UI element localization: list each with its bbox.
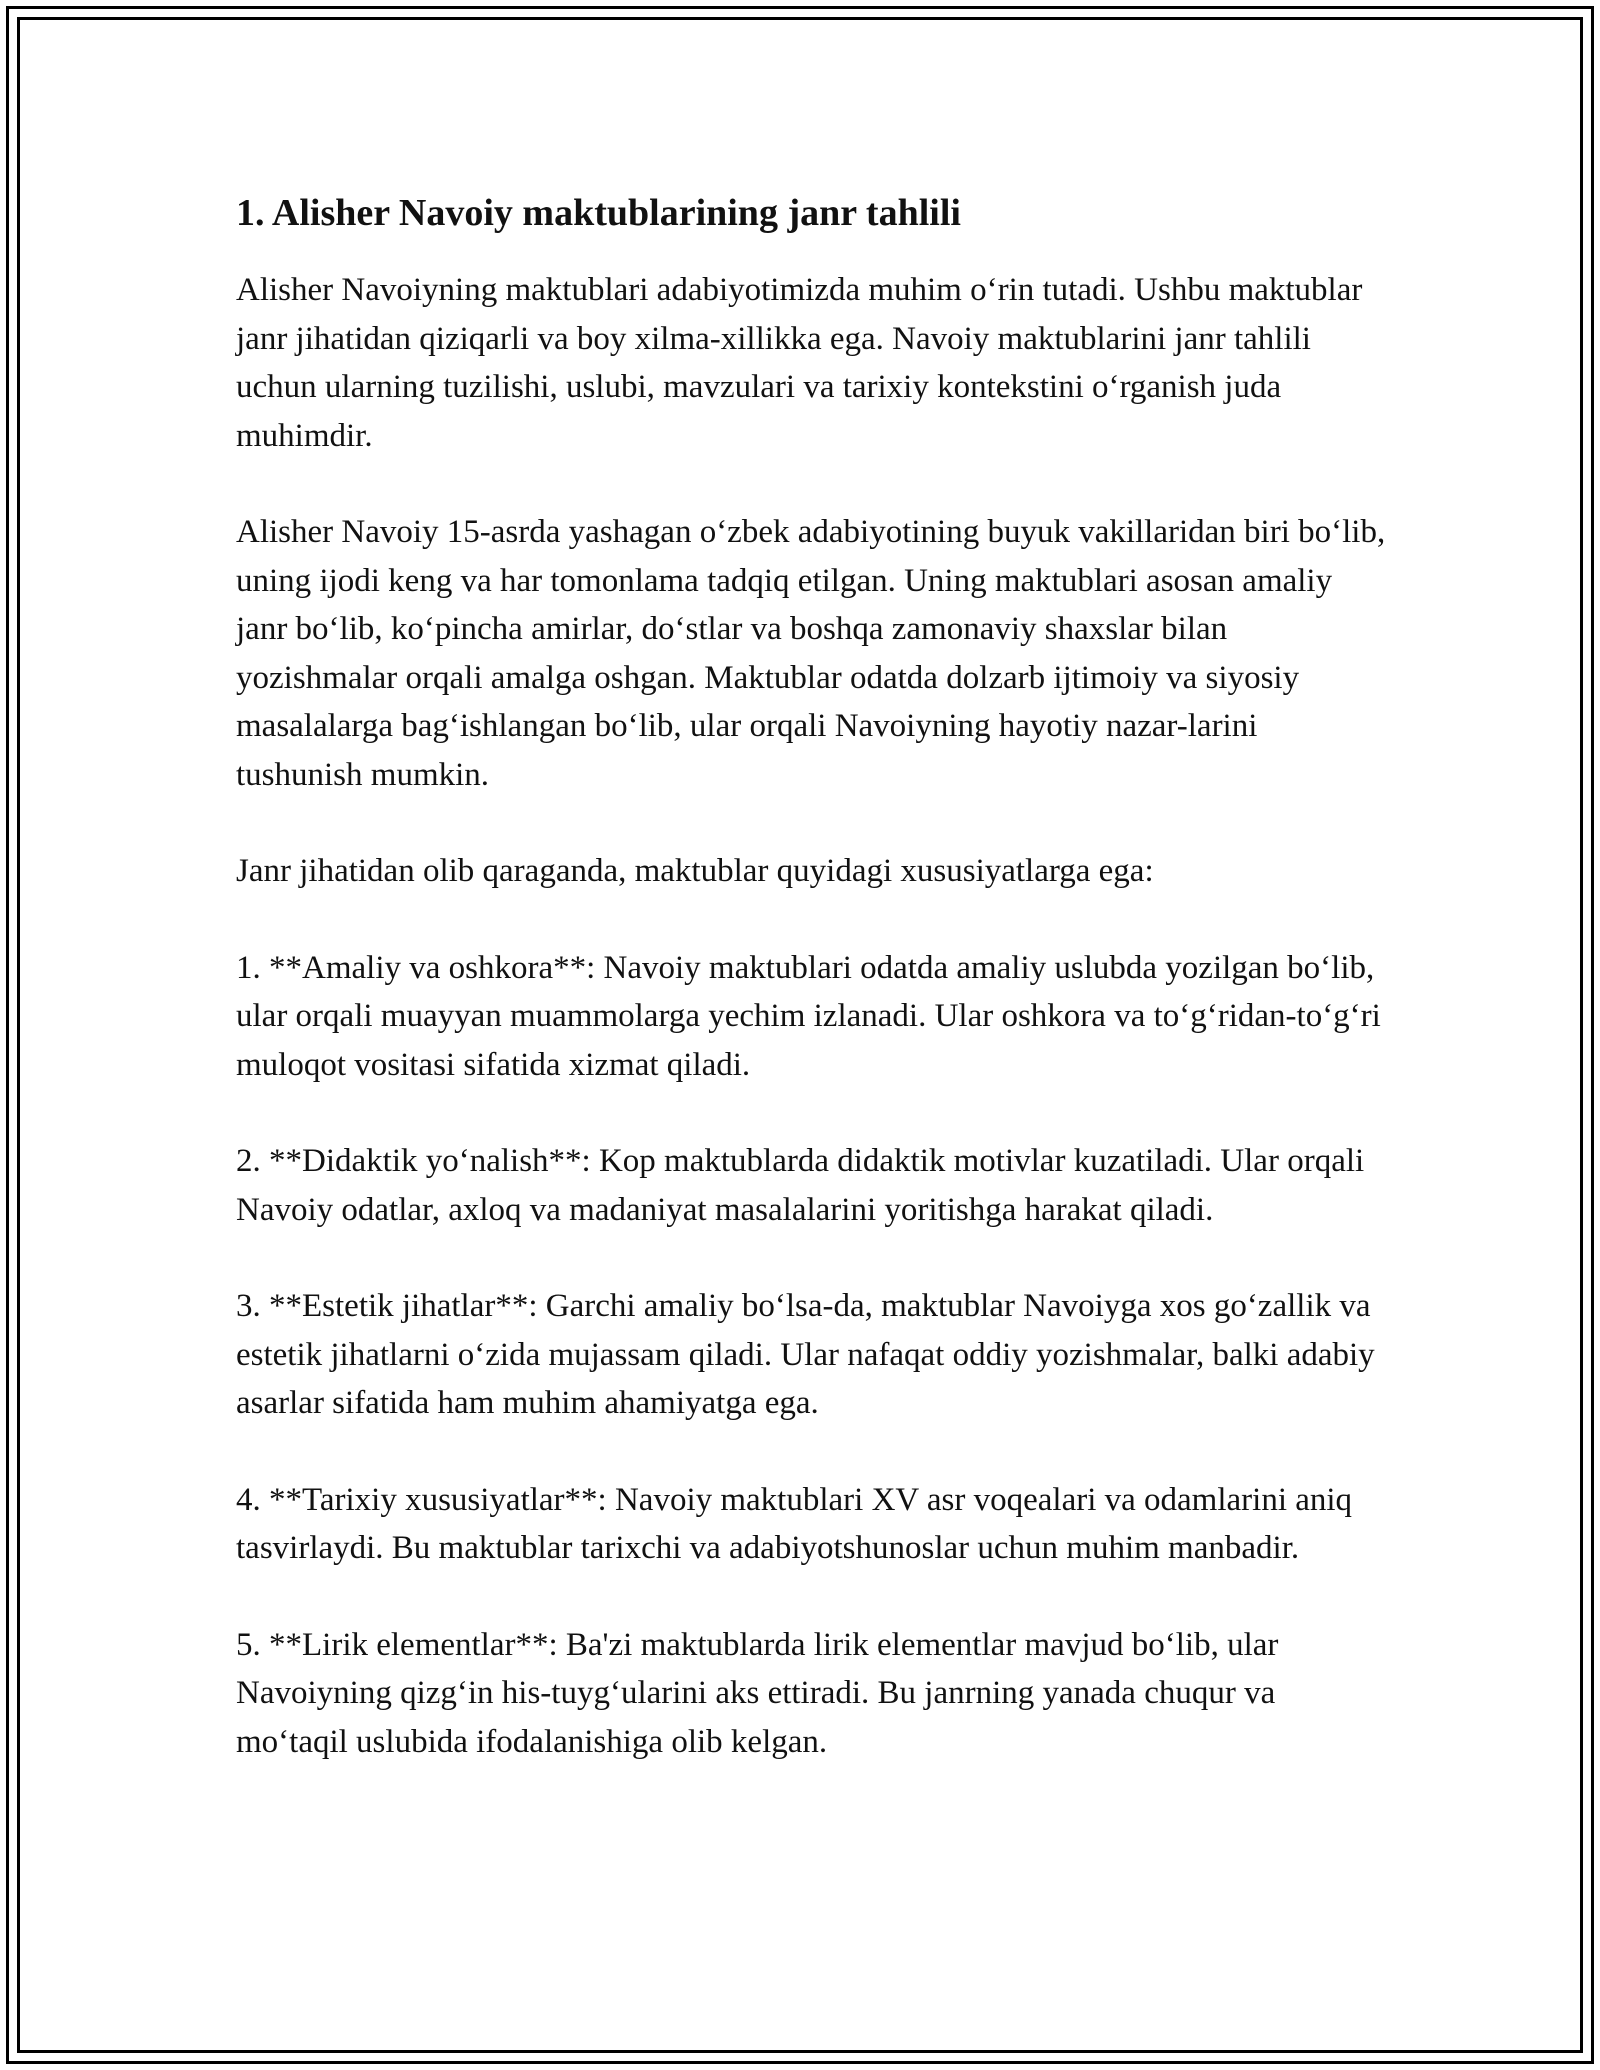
list-item-historical: 4. **Tarixiy xususiyatlar**: Navoiy maktublari XV asr voqealari va odamlarini aniq tasvirlaydi. Bu maktublar tarixchi va adabiyotshunoslar uchun muhim manbadir.	[236, 1481, 1353, 1566]
list-item-didactic: 2. **Didaktik yo‘nalish**: Kop maktublarda didaktik motivlar kuzatiladi. Ular orqali Navoiy odatlar, axloq va madaniyat masalalarini yoritishga harakat qiladi.	[236, 1143, 1365, 1228]
section-heading: 1. Alisher Navoiy maktublarining janr tahlili	[236, 192, 961, 234]
document-body	[236, 186, 1386, 1814]
list-item-lyrical: 5. **Lirik elementlar**: Ba'zi maktublarda lirik elementlar mavjud bo‘lib, ular Navoiyning qizg‘in his-tuyg‘ularini aks ettiradi. Bu janrning yanada chuqur va mo‘taqil uslubida ifodalanishiga olib kelgan.	[236, 1626, 1279, 1760]
paragraph-intro: Alisher Navoiyning maktublari adabiyotimizda muhim o‘rin tutadi. Ushbu maktublar janr jihatidan qiziqarli va boy xilma-xillikka ega. Navoiy maktublarini janr tahlili uchun ularning tuzilishi, uslubi, mavzulari va tarixiy kontekstini o‘rganish juda muhimdir.	[236, 272, 1363, 454]
list-item-practical: 1. **Amaliy va oshkora**: Navoiy maktublari odatda amaliy uslubda yozilgan bo‘lib, ular orqali muayyan muammolarga yechim izlanadi. Ular oshkora va to‘g‘ridan-to‘g‘ri muloqot vositasi sifatida xizmat qiladi.	[236, 949, 1381, 1083]
paragraph-background: Alisher Navoiy 15-asrda yashagan o‘zbek adabiyotining buyuk vakillaridan biri bo‘lib, uning ijodi keng va har tomonlama tadqiq etilgan. Uning maktublari asosan amaliy janr bo‘lib, ko‘pincha amirlar, do‘stlar va boshqa zamonaviy shaxslar bilan yozishmalar orqali amalga oshgan. Maktublar odatda dolzarb ijtimoiy va siyosiy masalalarga bag‘ishlangan bo‘lib, ular orqali Navoiyning hayotiy nazar-larini tushunish mumkin.	[236, 514, 1386, 793]
paragraph-features-lead: Janr jihatidan olib qaraganda, maktublar quyidagi xususiyatlarga ega:	[236, 853, 1154, 889]
list-item-aesthetic: 3. **Estetik jihatlar**: Garchi amaliy bo‘lsa-da, maktublar Navoiyga xos go‘zallik va estetik jihatlarni o‘zida mujassam qiladi. Ular nafaqat oddiy yozishmalar, balki adabiy asarlar sifatida ham muhim ahamiyatga ega.	[236, 1288, 1375, 1421]
